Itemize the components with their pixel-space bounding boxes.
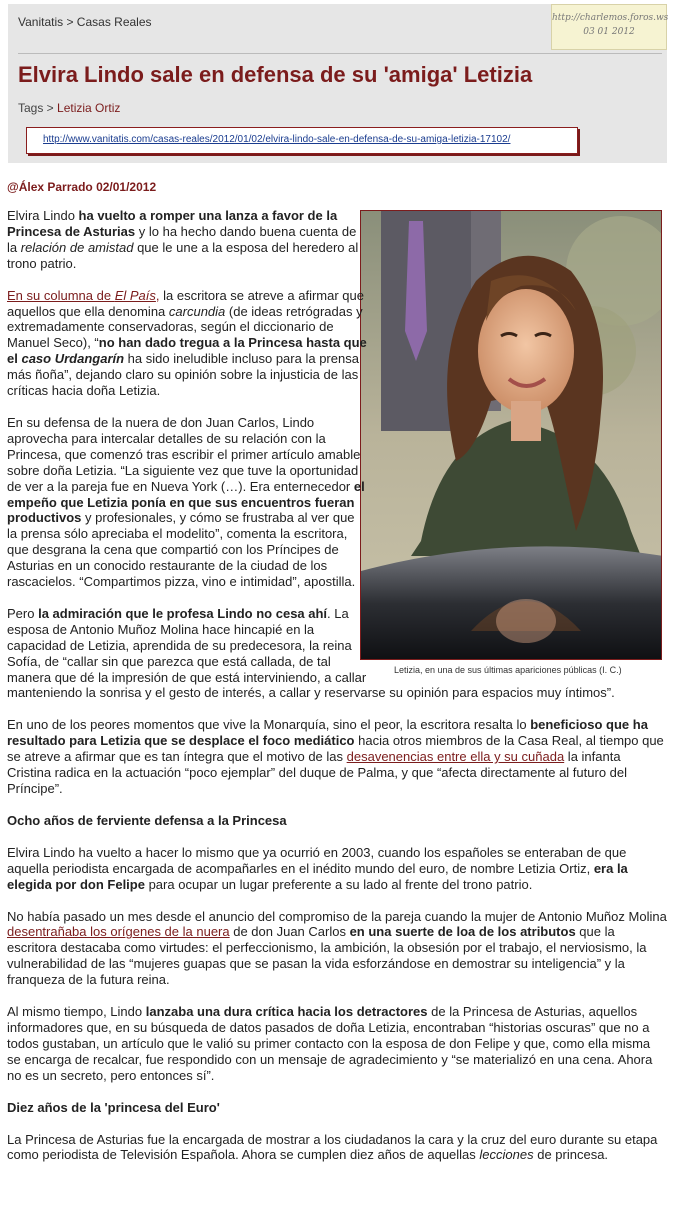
text: de la Princesa de Asturias, aquellos informadores que, en su búsqueda de datos pasados de doña Letizia, encontraban “historias oscuras” que no a todos gustaban, un artículo que le valió su primer contacto con la esposa de don Felipe y que, como ella misma se encarga de recalcar, fue respondido con un mensaje de agradecimiento y “se materializó en una cena. Ahora no es un secreto, pero entonces sí”. [7,1004,653,1083]
paragraph-7 [7,909,667,989]
bold-text: lanzaba una dura crítica hacia los detractores [145,1004,428,1020]
column-el-pais-link[interactable] [7,288,160,303]
paragraph-8 [7,1004,667,1084]
section-heading-2: Diez años de la 'princesa del Euro' [7,1099,220,1115]
bold-text: el empeño que Letizia ponía en que sus encuentros fueran productivos [7,478,365,526]
text: para ocupar un lugar preferente a su lado al frente del trono patrio. [144,876,533,892]
bold-part: no han dado tregua a la Princesa hasta que el [7,335,367,367]
origenes-nuera-link[interactable]: desentrañaba los orígenes de la nuera [7,924,230,940]
tags-prefix: Tags > [18,101,58,115]
text: hacia otros miembros de la Casa Real, al tiempo que se atreve a afirmar que es tan íntegra que el motivo de las [7,733,664,765]
stamp-url: http://charlemos.foros.ws [552,13,669,23]
header-divider [18,53,662,54]
text: que le une a la esposa del heredero al trono patrio. [7,239,359,271]
bold-text: en una suerte de loa de los atributos [349,924,576,940]
bold-text: beneficioso que ha resultado para Letizia que se desplace el foco mediático [7,717,648,749]
url-box [26,127,578,154]
paragraph-6 [7,845,667,893]
italic-text: lecciones [479,1147,534,1163]
text: la escritora se atreve a afirmar que aquellos que ella denomina [7,287,364,319]
link-italic-text: El País [114,287,156,303]
italic-text: carcundia [168,303,226,319]
text: de princesa. [533,1147,609,1163]
page-title: Elvira Lindo sale en defensa de su 'amiga' Letizia [18,62,533,87]
text: La Princesa de Asturias fue la encargada de mostrar a los ciudadanos la cara y la cruz del euro durante su etapa como periodista de Televisión Española. Ahora se cumplen diez años de aquellas [7,1131,658,1163]
article-url-link[interactable]: http://www.vanitatis.com/casas-reales/2012/01/02/elvira-lindo-sale-en-defensa-de-su-amiga-letizia-17102/ [43,134,511,145]
section-heading-1: Ocho años de ferviente defensa a la Princesa [7,812,287,828]
text: En su defensa de la nuera de don Juan Carlos, Lindo aprovecha para intercalar detalles de su relación con la Princesa, que comenzó tras escribir el primer artículo amable sobre doña Letizia. “La siguiente vez que tuve la oportunidad de ver a la pareja fue en Nueva York (…). Era enternecedor [7,414,361,494]
text: Elvira Lindo [7,208,79,223]
article-body [7,208,667,1179]
text: En uno de los peores momentos que vive la Monarquía, sino el peor, la escritora resalta lo [7,717,531,733]
text: ha sido ineludible incluso para la prensa más ñoña”, dejando claro su opinión sobre la injusticia de las críticas hacia doña Letizia. [7,351,359,399]
paragraph-5 [7,717,667,797]
text: (de ideas retrógradas y extremadamente conservadoras, según el diccionario de Manuel Seco), “ [7,303,363,351]
watermark-stamp [551,4,667,50]
tag-letizia-ortiz[interactable]: Letizia Ortiz [57,101,121,115]
link-text: En su columna de [7,287,115,303]
text: y profesionales, y cómo se frustraba al ver que la prensa sólo apreciaba el modelito”, comenta la escritora, que desgrana la cena que compartió con los Príncipes de Asturias en un conocido restaurante de la ciudad de los rascacielos. “Compartimos pizza, vino e intimidad”, apostilla. [7,510,356,590]
link-text-end: , [155,287,160,303]
text: No había pasado un mes desde el anuncio del compromiso de la pareja cuando la mujer de Antonio Muñoz Molina [7,908,667,924]
text: que la escritora destacaba como virtudes: el perfeccionismo, la ambición, la obsesión por el trabajo, el nerviosismo, la vulnerabilidad de las “mujeres guapas que se pasan la vida esforzándose en demostrar su inteligencia” y la franqueza de la futura reina. [7,924,647,988]
text: Elvira Lindo ha vuelto a hacer lo mismo que ya ocurrió en 2003, cuando los españoles se enteraban de que aquella periodista encargada de acompañarles en el inédito mundo del euro, de nombre Letizia Ortiz, [7,844,627,876]
text: de don Juan Carlos [229,924,350,940]
text: Pero [7,605,39,621]
text: Al mismo tiempo, Lindo [7,1004,146,1020]
byline: @Álex Parrado 02/01/2012 [7,180,157,194]
desavenencias-link[interactable]: desavenencias entre ella y su cuñada [346,749,565,765]
stamp-date: 03 01 2012 [583,27,635,37]
bold-italic-text: caso Urdangarín [21,351,125,367]
text: y lo ha hecho dando buena cuenta de la [7,223,357,255]
breadcrumb[interactable]: Vanitatis > Casas Reales [18,15,152,29]
photo-caption: Letizia, en una de sus últimas apariciones públicas (I. C.) [394,665,622,675]
paragraph-9 [7,1132,667,1164]
tags-line [18,101,120,115]
text: . La esposa de Antonio Muñoz Molina hace hincapié en la capacidad de Letizia, aprendida de su predecesora, la reina Sofía, de “callar sin que parezca que está callada, de tal manera que dé la impresión de que está interviniendo, a callar manteniendo la sonrisa y el gesto de interés, a callar y reservarse su opinión para espacios muy íntimos”. [7,605,615,701]
text: la infanta Cristina radica en la actuación “poco ejemplar” del duque de Palma, y que “afecta directamente al futuro del Príncipe”. [7,749,628,796]
bold-text: la admiración que le profesa Lindo no cesa ahí [38,605,328,621]
bold-text: era la elegida por don Felipe [7,860,628,892]
bold-text: ha vuelto a romper una lanza a favor de la Princesa de Asturias [7,208,338,239]
photo-spacer [367,208,667,678]
italic-text: relación de amistad [20,239,134,255]
